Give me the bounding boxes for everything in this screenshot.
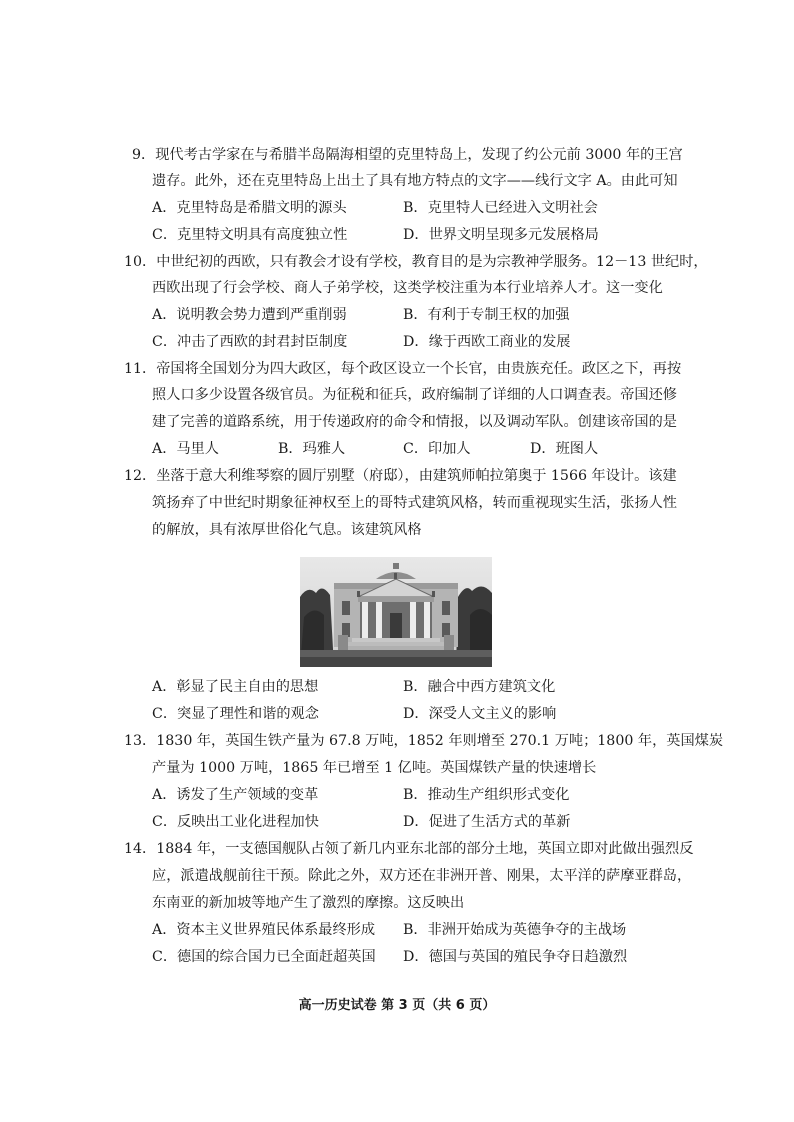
q10-option-d: D．缘于西欧工商业的发展	[403, 334, 571, 350]
q9-option-d: D．世界文明呈现多元发展格局	[403, 227, 599, 243]
q12-line-1: 12．坐落于意大利维琴察的圆厅别墅（府邸），由建筑师帕拉第奥于 1566 年设计。该建	[124, 468, 677, 484]
q14-line-3: 东南亚的新加坡等地产生了激烈的摩擦。这反映出	[152, 895, 465, 911]
q12-option-b: B．融合中西方建筑文化	[403, 679, 556, 695]
q11-line-1: 11．帝国将全国划分为四大政区，每个政区设立一个长官，由贵族充任。政区之下，再按	[124, 361, 682, 377]
q9-option-c: C．克里特文明具有高度独立性	[152, 227, 348, 243]
q12-line-2: 筑扬弃了中世纪时期象征神权至上的哥特式建筑风格，转而重视现实生活，张扬人性	[152, 495, 677, 511]
q11-option-d: D．班图人	[530, 441, 599, 457]
q10-line-1: 10．中世纪初的西欧，只有教会才设有学校，教育目的是为宗教神学服务。12－13 世纪时，	[124, 254, 708, 270]
q10-option-b: B．有利于专制王权的加强	[403, 307, 570, 323]
q14-option-d: D．德国与英国的殖民争夺日趋激烈	[403, 949, 628, 965]
villa-rotonda-photo	[300, 557, 492, 667]
q10-option-c: C．冲击了西欧的封君封臣制度	[152, 334, 348, 350]
q14-option-b: B．非洲开始成为英德争夺的主战场	[403, 922, 627, 938]
q12-option-c: C．突显了理性和谐的观念	[152, 706, 319, 722]
q14-line-1: 14．1884 年，一支德国舰队占领了新几内亚东北部的部分土地，英国立即对此做出强烈反	[124, 841, 694, 857]
q9-option-b: B．克里特人已经进入文明社会	[403, 200, 598, 216]
q13-line-1: 13．1830 年，英国生铁产量为 67.8 万吨，1852 年则增至 270.1 万吨；1800 年，英国煤炭	[124, 733, 724, 749]
q9-line-2: 遗存。此外，还在克里特岛上出土了具有地方特点的文字——线行文字 A。由此可知	[152, 173, 678, 189]
q11-option-c: C．印加人	[403, 441, 471, 457]
q11-option-b: B．玛雅人	[278, 441, 346, 457]
q12-option-a: A．彰显了民主自由的思想	[152, 679, 319, 695]
q9-option-a: A．克里特岛是希腊文明的源头	[152, 200, 347, 216]
q11-line-2: 照人口多少设置各级官员。为征税和征兵，政府编制了详细的人口调查表。帝国还修	[152, 387, 677, 403]
q13-option-d: D．促进了生活方式的革新	[403, 814, 571, 830]
q12-option-d: D．深受人文主义的影响	[403, 706, 557, 722]
q14-option-c: C．德国的综合国力已全面赶超英国	[152, 949, 376, 965]
q13-option-c: C．反映出工业化进程加快	[152, 814, 319, 830]
q10-line-2: 西欧出现了行会学校、商人子弟学校，这类学校注重为本行业培养人才。这一变化	[152, 280, 663, 296]
q14-line-2: 应，派遣战舰前往干预。除此之外，双方还在非洲开普、刚果，太平洋的萨摩亚群岛，	[152, 868, 692, 884]
q14-option-a: A．资本主义世界殖民体系最终形成	[152, 922, 376, 938]
q13-line-2: 产量为 1000 万吨，1865 年已增至 1 亿吨。英国煤铁产量的快速增长	[152, 760, 597, 776]
page-footer: 高一历史试卷 第 3 页（共 6 页）	[298, 998, 496, 1013]
q9-line-1: 9．现代考古学家在与希腊半岛隔海相望的克里特岛上，发现了约公元前 3000 年的王宫	[132, 147, 683, 163]
q10-option-a: A．说明教会势力遭到严重削弱	[152, 307, 347, 323]
q13-option-a: A．诱发了生产领域的变革	[152, 787, 319, 803]
q13-option-b: B．推动生产组织形式变化	[403, 787, 570, 803]
q12-line-3: 的解放，具有浓厚世俗化气息。该建筑风格	[152, 522, 422, 538]
villa-rotonda-drawing	[300, 557, 492, 667]
q11-option-a: A．马里人	[152, 441, 219, 457]
q11-line-3: 建了完善的道路系统，用于传递政府的命令和情报，以及调动军队。创建该帝国的是	[152, 414, 677, 430]
